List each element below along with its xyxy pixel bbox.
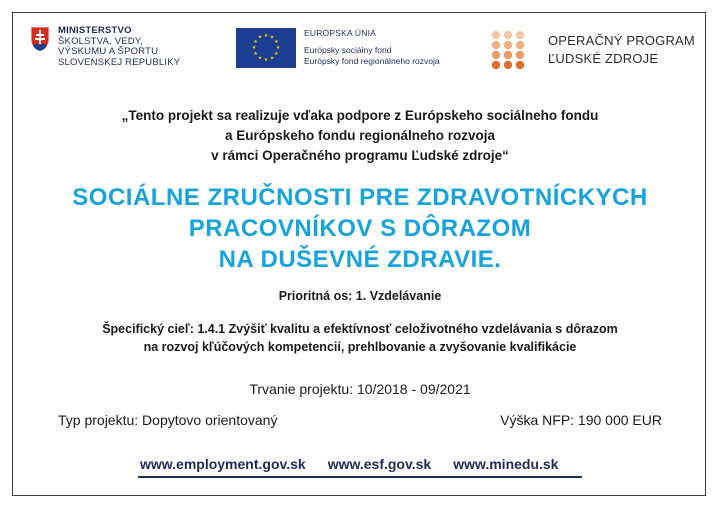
project-title-line-2: PRACOVNÍKOV S DÔRAZOM bbox=[188, 215, 532, 242]
svg-text:★: ★ bbox=[275, 45, 281, 51]
eu-fund-regional: Európsky fond regionálneho rozvoja bbox=[304, 56, 440, 66]
ministry-logo bbox=[30, 26, 180, 68]
eu-fund-social: Európsky sociálny fond bbox=[304, 45, 392, 55]
specific-goal bbox=[30, 320, 690, 356]
priority-axis: Prioritná os: 1. Vzdelávanie bbox=[278, 289, 442, 303]
ministry-line-1: MINISTERSTVO bbox=[58, 25, 132, 36]
link-esf[interactable]: www.esf.gov.sk bbox=[327, 456, 432, 472]
eu-logo bbox=[236, 28, 440, 68]
project-title-line-3: NA DUŠEVNÉ ZDRAVIE. bbox=[218, 246, 502, 273]
svg-text:★: ★ bbox=[274, 39, 279, 45]
links-underline bbox=[138, 476, 582, 478]
op-line-1: OPERAČNÝ PROGRAM bbox=[548, 33, 695, 48]
ministry-line-3: VÝSKUMU A ŠPORTU bbox=[58, 46, 159, 57]
link-employment[interactable]: www.employment.gov.sk bbox=[140, 456, 306, 472]
op-logo bbox=[490, 30, 695, 70]
specific-goal-line-2: na rozvoj kľúčových kompetencií, prehlbovanie a zvyšovanie kvalifikácie bbox=[143, 340, 577, 354]
nfp-amount: Výška NFP: 190 000 EUR bbox=[500, 412, 662, 428]
slovak-coat-of-arms-icon bbox=[30, 26, 50, 52]
svg-text:★: ★ bbox=[257, 34, 263, 41]
link-minedu[interactable]: www.minedu.sk bbox=[453, 456, 559, 472]
funding-statement bbox=[40, 106, 680, 166]
svg-text:★: ★ bbox=[263, 57, 269, 63]
funding-statement-line-2: a Európskeho fondu regionálneho rozvoja bbox=[224, 128, 496, 143]
project-title bbox=[20, 182, 700, 275]
website-links bbox=[140, 456, 558, 472]
svg-text:★: ★ bbox=[269, 55, 275, 62]
specific-goal-line-1: Špecifický cieľ: 1.4.1 Zvýšiť kvalitu a efektívnosť celoživotného vzdelávania s dôrazom bbox=[102, 322, 618, 336]
funding-statement-line-3: v rámci Operačného programu Ľudské zdroje“ bbox=[211, 148, 509, 163]
project-title-line-1: SOCIÁLNE ZRUČNOSTI PRE ZDRAVOTNÍCKYCH bbox=[72, 184, 648, 211]
svg-text:★: ★ bbox=[253, 39, 258, 45]
funding-statement-line-1: „Tento projekt sa realizuje vďaka podpore z Európskeho sociálneho fondu bbox=[121, 108, 599, 123]
ministry-line-2: ŠKOLSTVA, VEDY, bbox=[58, 35, 144, 47]
op-line-2: ĽUDSKÉ ZDROJE bbox=[548, 51, 659, 66]
svg-text:★: ★ bbox=[274, 51, 279, 57]
project-type: Typ projektu: Dopytovo orientovaný bbox=[58, 412, 278, 428]
svg-text:★: ★ bbox=[251, 45, 257, 51]
svg-text:★: ★ bbox=[263, 33, 269, 39]
ministry-line-4: SLOVENSKEJ REPUBLIKY bbox=[58, 56, 181, 68]
eu-title: EURÓPSKA ÚNIA bbox=[304, 28, 377, 38]
op-dots-icon bbox=[490, 30, 534, 70]
svg-text:★: ★ bbox=[257, 55, 263, 62]
svg-text:★: ★ bbox=[269, 34, 275, 41]
svg-text:★: ★ bbox=[253, 51, 258, 57]
project-duration: Trvanie projektu: 10/2018 - 09/2021 bbox=[249, 381, 471, 397]
eu-flag-icon bbox=[236, 28, 296, 68]
